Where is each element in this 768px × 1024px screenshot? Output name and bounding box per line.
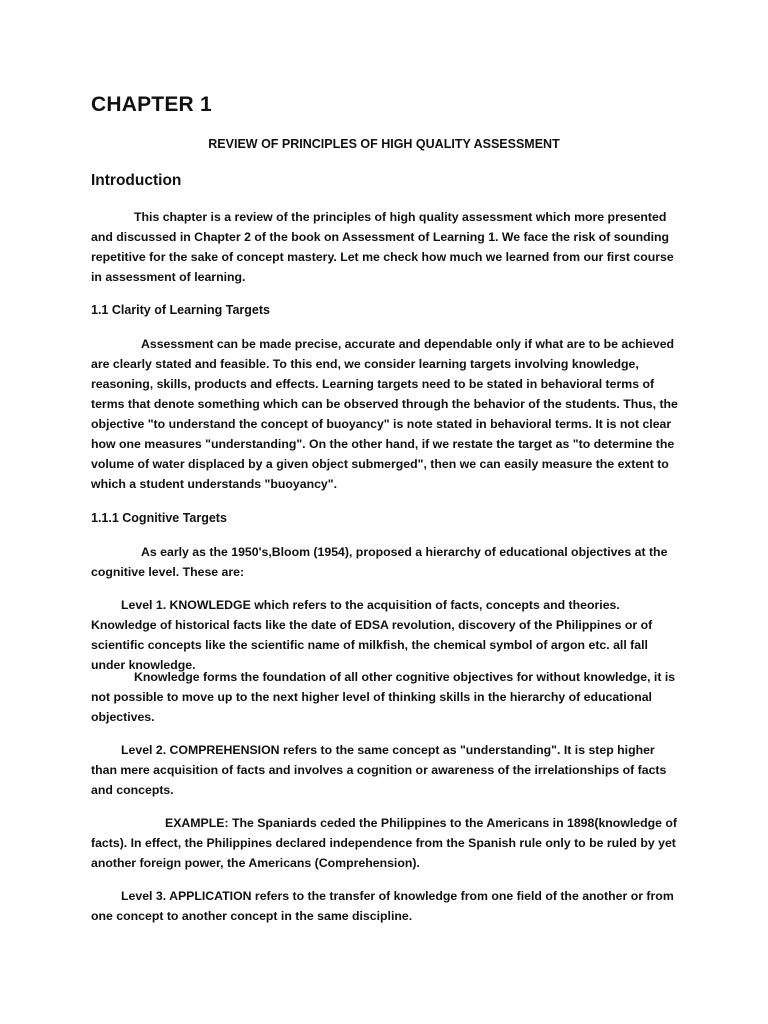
introduction-heading: Introduction [91,172,182,189]
chapter-title [0,137,768,151]
paragraph-knowledge: Knowledge forms the foundation of all other cognitive objectives for without knowledge, it is not possible to move up to the next higher level of thinking skills in the hierarchy of educational objectives. [91,670,676,724]
section-heading-1-1-1: 1.1.1 Cognitive Targets [91,511,227,525]
paragraph-example: EXAMPLE: The Spaniards ceded the Philippines to the Americans in 1898(knowledge of facts). In effect, the Philippines declared independence from the Spanish rule only to be ruled by yet another foreign power, the Americans (Comprehension). [91,816,678,870]
paragraph-level-3: Level 3. APPLICATION refers to the transfer of knowledge from one field of the another or from one concept to another concept in the same discipline. [91,889,674,923]
chapter-title-text: REVIEW OF PRINCIPLES OF HIGH QUALITY ASSESSMENT [208,137,560,151]
paragraph-level-2: Level 2. COMPREHENSION refers to the same concept as "understanding". It is step higher than mere acquisition of facts and involves a cognition or awareness of the irrelationships of facts and concepts. [91,743,667,797]
intro-paragraph: This chapter is a review of the principles of high quality assessment which more presented and discussed in Chapter 2 of the book on Assessment of Learning 1. We face the risk of sounding repetitive for the sake of concept mastery. Let me check how much we learned from our first course in assessment of learning. [91,210,674,284]
paragraph-level-1: Level 1. KNOWLEDGE which refers to the acquisition of facts, concepts and theories. Knowledge of historical facts like the date of EDSA revolution, discovery of the Philippines or of scientific concepts like the scientific name of milkfish, the chemical symbol of argon etc. all fall under knowledge. [91,598,653,672]
paragraph-clarity: Assessment can be made precise, accurate and dependable only if what are to be achieved are clearly stated and feasible. To this end, we consider learning targets involving knowledge, reasoning, skills, products and effects. Learning targets need to be stated in behavioral terms of terms that denote something which can be observed through the behavior of the students. Thus, the objective "to understand the concept of buoyancy" is note stated in behavioral terms. It is not clear how one measures "understanding". On the other hand, if we restate the target as "to determine the volume of water displaced by a given object submerged", then we can easily measure the extent to which a student understands "buoyancy". [91,337,678,491]
section-heading-1-1: 1.1 Clarity of Learning Targets [91,303,270,317]
paragraph-bloom: As early as the 1950's,Bloom (1954), proposed a hierarchy of educational objectives at the cognitive level. These are: [91,545,668,579]
chapter-heading: CHAPTER 1 [91,93,212,116]
